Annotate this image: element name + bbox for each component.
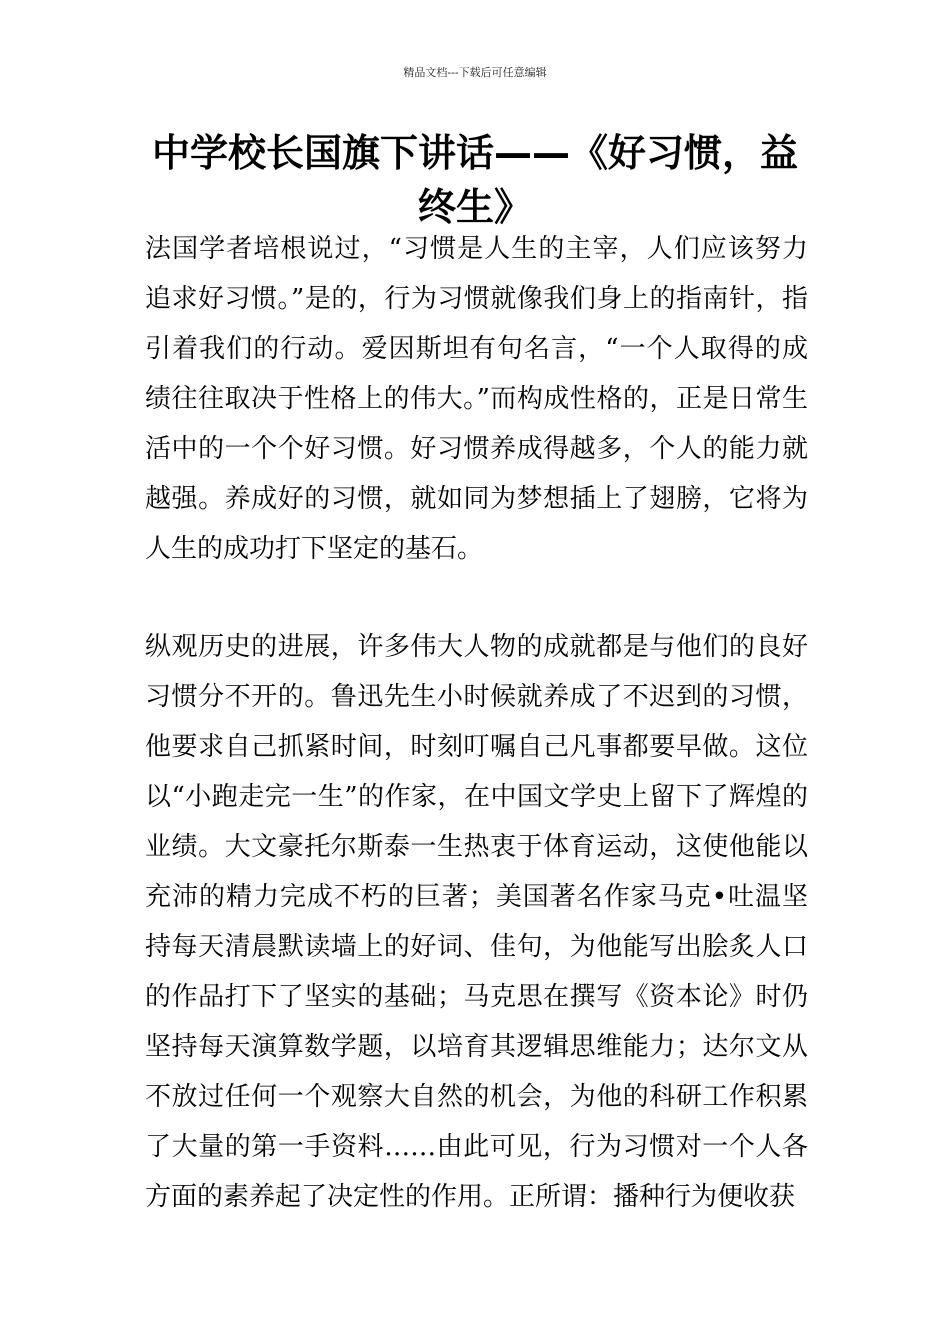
body-paragraph-2: 纵观历史的进展，许多伟大人物的成就都是与他们的良好习惯分不开的。鲁迅先生小时候就养成了不迟到的习惯，他要求自己抓紧时间，时刻叮嘱自己凡事都要早做。这位以“小跑走完一生”的作家，在中国文学史上留下了辉煌的业绩。大文豪托尔斯泰一生热衷于体育运动，这使他能以充沛的精力完成不朽的巨著；美国著名作家马克•吐温坚持每天清晨默读墙上的好词、佳句，为他能写出脍炙人口的作品打下了坚实的基础；马克思在撰写《资本论》时仍坚持每天演算数学题，以培育其逻辑思维能力；达尔文从不放过任何一个观察大自然的机会，为他的科研工作积累了大量的第一手资料……由此可见，行为习惯对一个人各方面的素养起了决定性的作用。正所谓：播种行为便收获	[145, 632, 808, 1212]
page-title: 中学校长国旗下讲话——《好习惯，益终生》	[151, 131, 798, 229]
body-paragraph-1: 法国学者培根说过，“习惯是人生的主宰，人们应该努力追求好习惯。”是的，行为习惯就像我们身上的指南针，指引着我们的行动。爱因斯坦有句名言，“一个人取得的成绩往往取决于性格上的伟大。”而构成性格的，正是日常生活中的一个个好习惯。好习惯养成得越多，个人的能力就越强。养成好的习惯，就如同为梦想插上了翅膀，它将为人生的成功打下坚定的基石。	[145, 234, 808, 564]
header-note: 精品文档---下载后可任意编辑	[403, 66, 547, 79]
